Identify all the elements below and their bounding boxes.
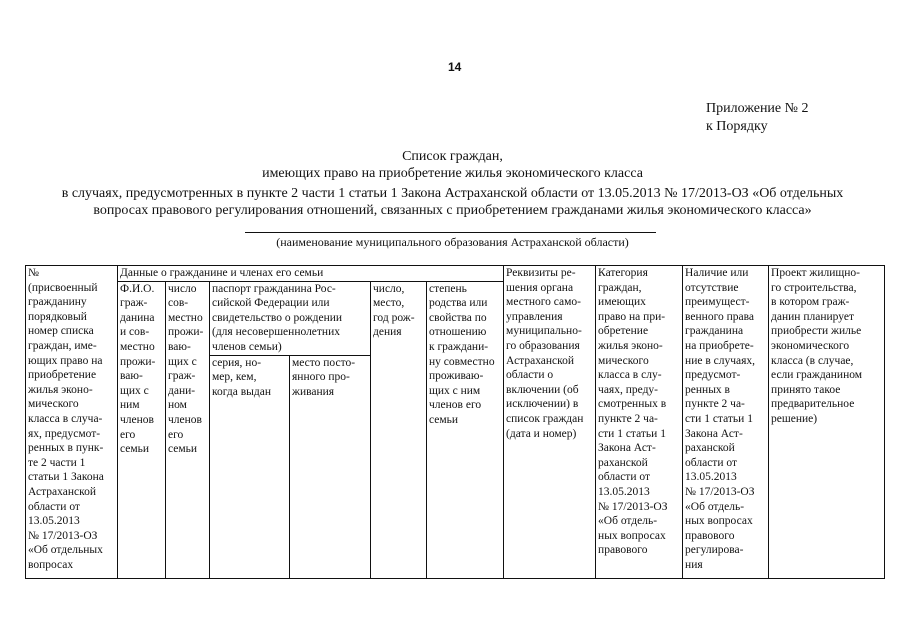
group-header-citizen-data: Данные о гражданине и членах его семьи bbox=[118, 266, 504, 282]
column-residence: место посто- янного про- живания bbox=[290, 355, 371, 578]
column-relation: степень родства или свойства по отношению к граждани- ну совместно проживаю- щих с ним членов его семьи bbox=[427, 281, 504, 578]
column-number: № (присвоенный гражданину порядковый номер списка граждан, име- ющих право на приобретение жилья эконо- мического класса в случа- ях, предусмот- ренных в пунк- те 2 части 1 статьи 1 Закона Астраханской области от 13.05.2013 № 17/2013-ОЗ «Об отдельных вопросах bbox=[26, 266, 118, 579]
column-birth: число, место, год рож- дения bbox=[371, 281, 427, 578]
citizens-list-table bbox=[25, 265, 885, 579]
column-passport: паспорт гражданина Рос- сийской Федерации или свидетельство о рождении (для несовершеннолетних членов семьи) bbox=[210, 281, 371, 355]
municipality-caption: (наименование муниципального образования Астраханской области) bbox=[276, 235, 629, 249]
column-priority-right: Наличие или отсутствие преимущест- венного права гражданина на приобрете- ние в случаях, предусмот- ренных в пункте 2 ча- сти 1 статьи 1 Закона Аст- раханской области от 13.05.2013 № 17/2013-ОЗ «Об отдель- ных вопросах правового регулирова- ния bbox=[683, 266, 769, 579]
column-decision-details: Реквизиты ре- шения органа местного само- управления муниципально- го образования Астраханской области о включении (об исключении) в список граждан (дата и номер) bbox=[504, 266, 596, 579]
column-housing-project: Проект жилищно- го строительства, в котором граж- данин планирует приобрести жилье экономического класса (в случае, если гражданином принято такое предварительное решение) bbox=[769, 266, 885, 579]
column-document-series: серия, но- мер, кем, когда выдан bbox=[210, 355, 290, 578]
title-line-2: имеющих право на приобретение жилья экономического класса bbox=[262, 166, 643, 181]
column-full-name: Ф.И.О. граж- данина и сов- местно прожи- ваю- щих с ним членов его семьи bbox=[118, 281, 166, 578]
appendix-line-1: Приложение № 2 bbox=[706, 101, 809, 116]
page-number: 14 bbox=[448, 60, 462, 74]
column-category: Категория граждан, имеющих право на при- обретение жилья эконо- мического класса в слу- чаях, преду- смотренных в пункте 2 ча- сти 1 статьи 1 Закона Аст- раханской области от 13.05.2013 № 17/2013-ОЗ «Об отдель- ных вопросах правового bbox=[596, 266, 683, 579]
title-line-4: вопросах правового регулирования отношений, связанных с приобретением гражданами жилья экономического класса» bbox=[93, 203, 812, 218]
title-line-1: Список граждан, bbox=[402, 149, 503, 164]
column-family-count: число сов- местно прожи- ваю- щих с граж- дани- ном членов его семьи bbox=[166, 281, 210, 578]
appendix-line-2: к Порядку bbox=[706, 119, 768, 134]
appendix-label bbox=[706, 100, 809, 136]
title-line-3: в случаях, предусмотренных в пункте 2 части 1 статьи 1 Закона Астраханской области от 13.05.2013 № 17/2013-ОЗ «Об отдельных bbox=[61, 186, 844, 201]
municipality-underline bbox=[245, 232, 656, 233]
